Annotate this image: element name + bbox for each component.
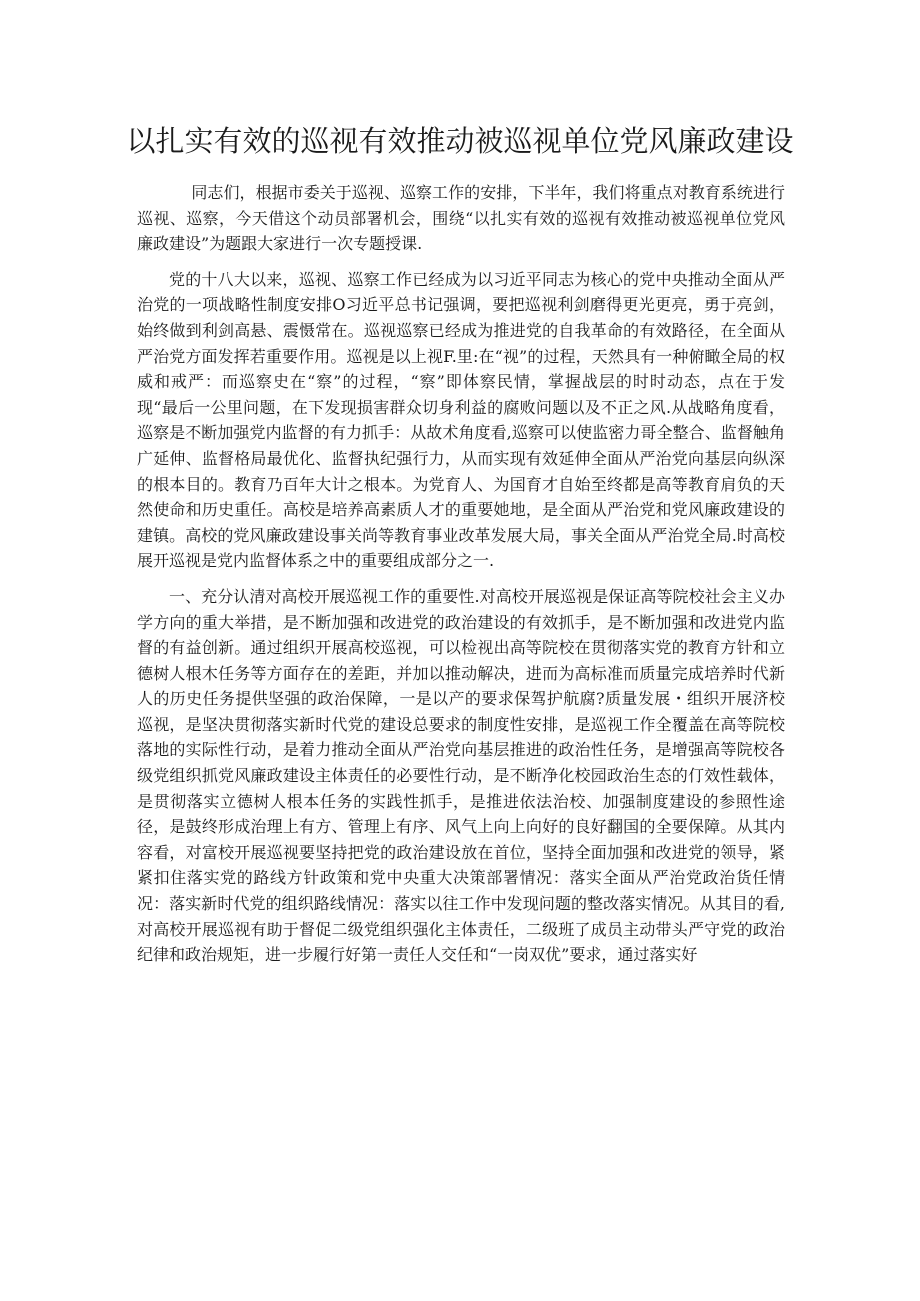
paragraph-section-one: 一、充分认清对高校开展巡视工作的重要性.对高校开展巡视是保证高等院校社会主义办学方向的重大举措，是不断加强和改进党的政治建设的有效抓手，是不断加强和改进党内监督的有益创新。通过组织开展高校巡视，可以检视出高等院校在贯彻落实党的教育方针和立德树人根木任务等方面存在的差距，并加以推动解决，进而为高标准而质量完成培养时代新人的历史任务提供坚强的政治保障，一是以产的要求保驾护航腐?质量发展・组织开展济校巡视，是坚决贯彻落实新时代党的建设总要求的制度性安排，是巡视工作全覆盖在高等院校落地的实际性行动，是着力推动全面从严治党向基层推进的政治性任务，是增强高等院校各级党组织抓党风廉政建设主体责任的必要性行动，是不断净化校园政治生态的仃效性载体，是贯彻落实立德树人根本任务的实践性抓手，是推进依法治校、加强制度建设的参照性途径，是鼓终形成治理上有方、管理上有序、风气上向上向好的良好翻国的全要保障。从其内容看，对富校开展巡视要坚持把党的政治建设放在首位，坚持全面加强和改进党的领导，紧紧扣住落实党的路线方针政策和党中央重大决策部署情况：落实全面从严治党政治货任情况：落实新时代党的组织路线情况：落实以往工作中发现问题的整改落实情况。从其目的看,对高校开展巡视有助于督促二级党组织强化主体责任，二级班了成员主动带头严守党的政治纪律和政治规矩，进一步履行好第一责任人交任和“一岗双优”要求，通过落实好 [137,586,785,965]
document-title: 以扎实有效的巡视有效推动被巡视单位党风廉政建设 [126,124,794,158]
paragraph-background: 党的十八大以来，巡视、巡察工作已经成为以习近平同志为核心的党中央推动全面从严治党的一项战略性制度安排O习近平总书记强调，要把巡视利剑磨得更光更亮，勇于亮剑，始终做到利剑高悬、震慑常在。巡视巡察已经成为推进党的自我革命的有效路径，在全面从严治党方面发挥若重要作用。巡视是以上视F.里:在“视”的过程，天然具有一种俯瞰全局的权威和戒严：而巡察史在“察”的过程，“察”即体察民情，掌握战层的时时动态，点在于发现“最后一公里问题，在下发现损害群众切身利益的腐败问题以及不正之风.从战略角度看，巡察是不断加强党内监督的有力抓手：从故术角度看,巡察可以使监密力哥全整合、监督触角广延伸、监督格局最优化、监督执纪强行力，从而实现有效延伸全面从严治党向基层向纵深的根本目的。教育乃百年大计之根本。为党育人、为国育才自始至终都是高等教育肩负的天然使命和历史重任。高校是培养高素质人才的重要她地，是全面从严治党和党风廉政建设的建镇。高校的党风廉政建设事关尚等教育事业改革发展大局，事关全面从严治党全局.时高校展开巡视是党内监督体系之中的重要组成部分之一. [137,269,785,571]
paragraph-intro: 同志们，根据市委关于巡视、巡察工作的安排，下半年，我们将重点对教育系统进行巡视、巡察，今天借这个动员部署机会，围绕“以扎实有效的巡视有效推动被巡视单位党风廉政建设”为题跟大家进行一次专题授课. [137,183,785,254]
document-body [137,180,785,968]
